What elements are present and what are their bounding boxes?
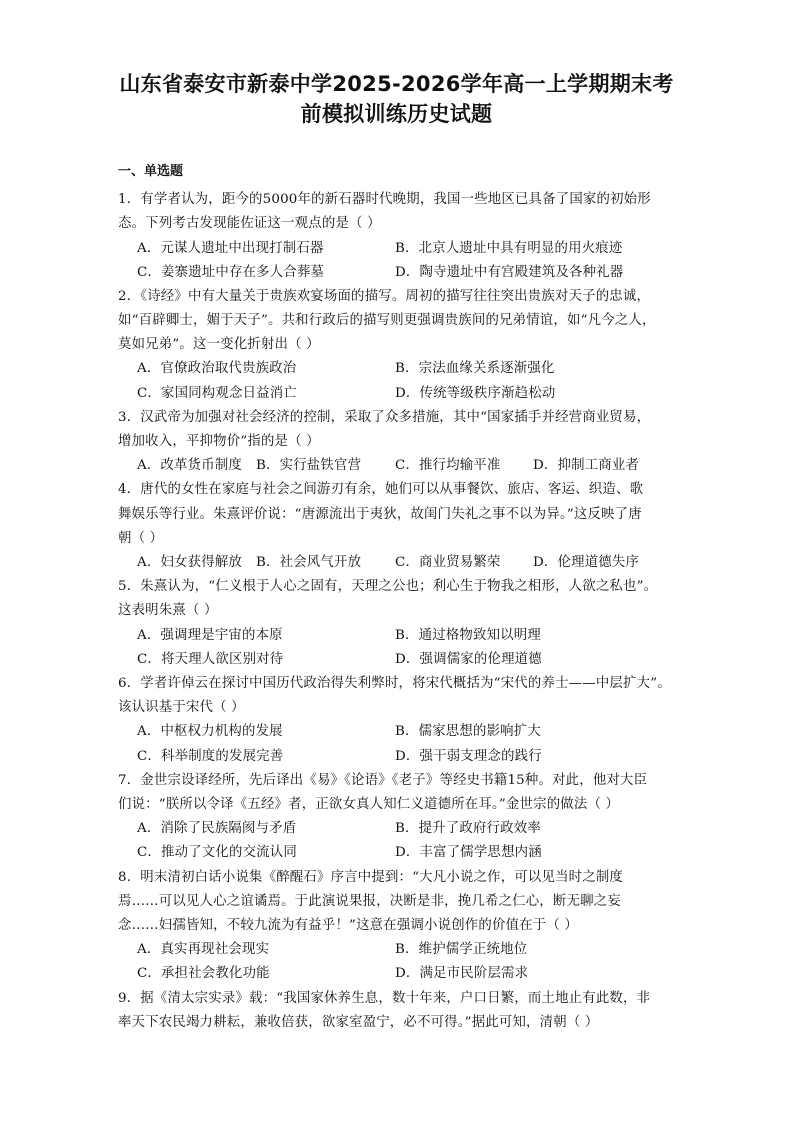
question-2-option-d: D．传统等级秩序渐趋松动 bbox=[395, 386, 556, 401]
question-1-option-a: A．元谋人遗址中出现打制石器 bbox=[137, 241, 324, 256]
question-4-option-a: A．妇女获得解放 bbox=[137, 555, 243, 570]
question-7-option-c: C．推动了文化的交流认同 bbox=[137, 845, 297, 860]
question-7-option-a: A．消除了民族隔阂与矛盾 bbox=[137, 821, 297, 836]
question-5-stem-line1: 5．朱熹认为，“仁义根于人心之固有，天理之公也；利心生于物我之相形，人欲之私也”。 bbox=[118, 579, 658, 594]
question-6-option-a: A．中枢权力机构的发展 bbox=[137, 724, 283, 739]
question-8-option-a: A．真实再现社会现实 bbox=[137, 942, 270, 957]
question-7-stem-line2: 们说：“朕所以令译《五经》者，正欲女真人知仁义道德所在耳。”金世宗的做法（ ） bbox=[118, 797, 620, 812]
question-3-option-d: D．抑制工商业者 bbox=[533, 458, 640, 473]
question-1-stem-line1: 1．有学者认为，距今的5000年的新石器时代晚期，我国一些地区已具备了国家的初始形 bbox=[118, 192, 651, 207]
question-5-option-b: B．通过格物致知以明理 bbox=[395, 628, 541, 643]
question-8-stem-line1: 8．明末清初白话小说集《醉醒石》序言中提到：“大凡小说之作，可以见当时之制度 bbox=[118, 870, 624, 885]
question-1-option-d: D．陶寺遗址中有宫殿建筑及各种礼器 bbox=[395, 265, 624, 280]
question-5-stem-line2: 这表明朱熹（ ） bbox=[118, 603, 218, 618]
question-7-stem-line1: 7．金世宗设译经所，先后译出《易》《论语》《老子》等经史书籍15种。对此，他对大臣 bbox=[118, 773, 648, 788]
question-1-option-c: C．姜寨遗址中存在多人合葬墓 bbox=[137, 265, 325, 280]
exam-title-line2: 前模拟训练历史试题 bbox=[300, 102, 493, 126]
question-6-stem-line1: 6．学者许倬云在探讨中国历代政治得失利弊时，将宋代概括为“宋代的养士——中层扩大”。 bbox=[118, 676, 671, 691]
question-8-option-b: B．维护儒学正统地位 bbox=[395, 942, 528, 957]
question-8-stem-line2: 焉……可以见人心之谊谲焉。于此演说果报，决断是非，挽几希之仁心，断无聊之妄 bbox=[118, 894, 621, 909]
question-8-option-d: D．满足市民阶层需求 bbox=[395, 966, 529, 981]
question-9-stem-line2: 率天下农民竭力耕耘，兼收倍获，欲家室盈宁，必不可得。”据此可知，清朝（ ） bbox=[118, 1015, 599, 1030]
question-6-stem-line2: 该认识基于宋代（ ） bbox=[118, 700, 245, 715]
question-2-option-c: C．家国同构观念日益消亡 bbox=[137, 386, 297, 401]
question-7-option-d: D．丰富了儒学思想内涵 bbox=[395, 845, 542, 860]
question-4-option-d: D．伦理道德失序 bbox=[533, 555, 640, 570]
question-6-option-b: B．儒家思想的影响扩大 bbox=[395, 724, 541, 739]
question-3-stem-line1: 3．汉武帝为加强对社会经济的控制，采取了众多措施，其中“国家插手并经营商业贸易， bbox=[118, 410, 651, 425]
question-2-stem-line1: 2．《诗经》中有大量关于贵族欢宴场面的描写。周初的描写往往突出贵族对天子的忠诚， bbox=[118, 289, 651, 304]
question-6-option-d: D．强干弱支理念的践行 bbox=[395, 749, 542, 764]
question-5-option-c: C．将天理人欲区别对待 bbox=[137, 652, 284, 667]
question-2-stem-line2: 如“百辟卿士，媚于天子”。共和行政后的描写则更强调贵族间的兄弟情谊，如“凡今之人， bbox=[118, 313, 656, 328]
question-4-stem-line3: 朝（ ） bbox=[118, 531, 164, 546]
question-4-option-c: C．商业贸易繁荣 bbox=[395, 555, 501, 570]
question-2-option-b: B．宗法血缘关系逐渐强化 bbox=[395, 361, 555, 376]
question-8-stem-line3: 念……妇孺皆知，不较九流为有益乎！”这意在强调小说创作的价值在于（ ） bbox=[118, 918, 578, 933]
exam-title-line1: 山东省泰安市新泰中学2025-2026学年高一上学期期末考 bbox=[119, 72, 674, 96]
question-1-option-b: B．北京人遗址中具有明显的用火痕迹 bbox=[395, 241, 623, 256]
question-1-stem-line2: 态。下列考古发现能佐证这一观点的是（ ） bbox=[118, 216, 381, 231]
question-4-stem-line1: 4．唐代的女性在家庭与社会之间游刃有余，她们可以从事餐饮、旅店、客运、织造、歌 bbox=[118, 482, 644, 497]
question-4-option-b: B．社会风气开放 bbox=[256, 555, 362, 570]
question-3-stem-line2: 增加收入，平抑物价”指的是（ ） bbox=[118, 434, 320, 449]
question-5-option-a: A．强调理是宇宙的本原 bbox=[137, 628, 283, 643]
question-7-option-b: B．提升了政府行政效率 bbox=[395, 821, 541, 836]
question-4-stem-line2: 舞娱乐等行业。朱熹评价说：“唐源流出于夷狄，故闺门失礼之事不以为异。”这反映了唐 bbox=[118, 507, 642, 522]
question-8-option-c: C．承担社会教化功能 bbox=[137, 966, 270, 981]
question-3-option-b: B．实行盐铁官营 bbox=[256, 458, 362, 473]
section-heading: 一、单选题 bbox=[118, 164, 184, 179]
question-2-stem-line3: 莫如兄弟”。这一变化折射出（ ） bbox=[118, 337, 320, 352]
question-2-option-a: A．官僚政治取代贵族政治 bbox=[137, 361, 297, 376]
question-5-option-d: D．强调儒家的伦理道德 bbox=[395, 652, 542, 667]
question-6-option-c: C．科举制度的发展完善 bbox=[137, 749, 284, 764]
question-3-option-c: C．推行均输平准 bbox=[395, 458, 501, 473]
question-3-option-a: A．改革货币制度 bbox=[137, 458, 243, 473]
question-9-stem-line1: 9．据《清太宗实录》载：“我国家休养生息，数十年来，户口日繁，而土地止有此数，非 bbox=[118, 991, 651, 1006]
